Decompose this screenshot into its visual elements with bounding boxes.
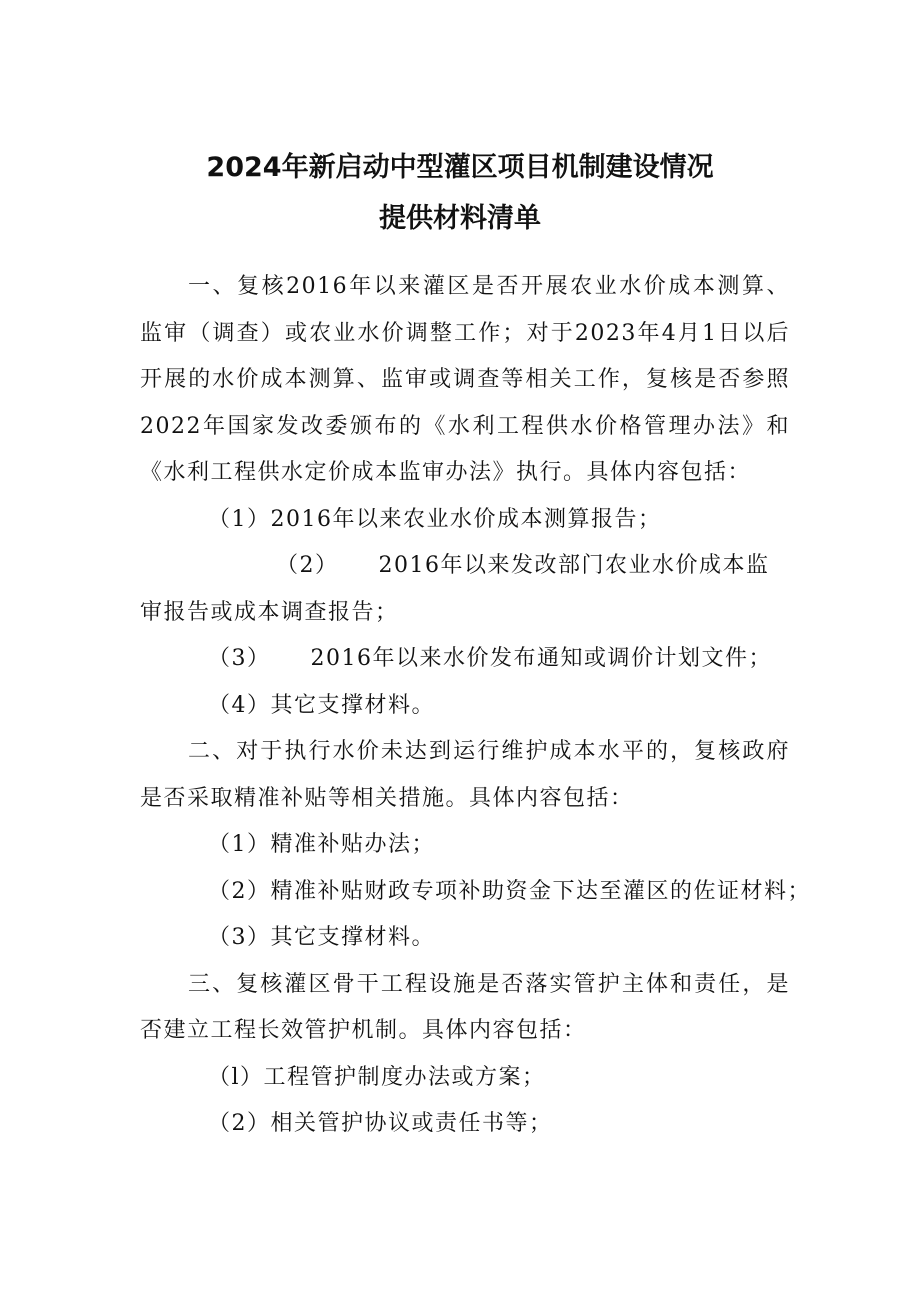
item-number: （3） [208, 925, 271, 950]
item-text: 工程管护制度办法或方案； [263, 1064, 546, 1090]
section-3-item-1 [140, 1055, 790, 1102]
item-text: 2016年以来发改部门农业水价成本监审报告或成本调查报告； [140, 553, 770, 625]
section-1-intro: 一、复核2016年以来灌区是否开展农业水价成本测算、监审（调查）或农业水价调整工作；对于2023年4月1日以后开展的水价成本测算、监审或调查等相关工作，复核是否参照2022年国家发改委颁布的《水利工程供水价格管理办法》和《水利工程供水定价成本监审办法》执行。具体内容包括： [140, 274, 790, 485]
document-body [140, 264, 812, 1148]
section-3-item-2 [140, 1101, 790, 1148]
section-2-item-1 [140, 822, 790, 869]
document-title-line-2: 提供材料清单 [379, 203, 541, 234]
item-number: （2） [208, 878, 271, 904]
item-text: 其它支撑材料。 [270, 692, 436, 718]
item-number: （2） [276, 553, 339, 578]
item-number: （4） [208, 692, 271, 718]
item-text: 2016年以来农业水价成本测算报告； [270, 506, 662, 532]
item-number: （2） [208, 1111, 271, 1136]
section-1-item-3 [140, 636, 790, 683]
item-text: 其它支撑材料。 [270, 925, 436, 950]
item-text: 2016年以来水价发布通知或调价计划文件； [310, 646, 772, 671]
section-1-item-1 [140, 497, 790, 544]
section-3-intro: 三、复核灌区骨干工程设施是否落实管护主体和责任，是否建立工程长效管护机制。具体内容包括： [140, 971, 790, 1043]
item-number: （1） [208, 832, 271, 857]
section-2-item-2 [140, 869, 812, 916]
section-1-item-4 [140, 683, 790, 730]
item-text: 精准补贴办法； [270, 832, 436, 857]
item-number: （l） [208, 1064, 264, 1090]
item-number: （1） [208, 506, 271, 532]
section-1-item-2 [140, 543, 790, 636]
section-2-intro: 二、对于执行水价未达到运行维护成本水平的，复核政府是否采取精准补贴等相关措施。具体内容包括： [140, 739, 790, 811]
item-text: 相关管护协议或责任书等； [270, 1111, 553, 1136]
item-text: 精准补贴财政专项补助资金下达至灌区的佐证材料； [270, 878, 812, 904]
section-2-item-3 [140, 915, 790, 962]
document-title-line-1: 2024年新启动中型灌区项目机制建设情况 [206, 152, 714, 183]
item-number: （3） [208, 646, 271, 671]
